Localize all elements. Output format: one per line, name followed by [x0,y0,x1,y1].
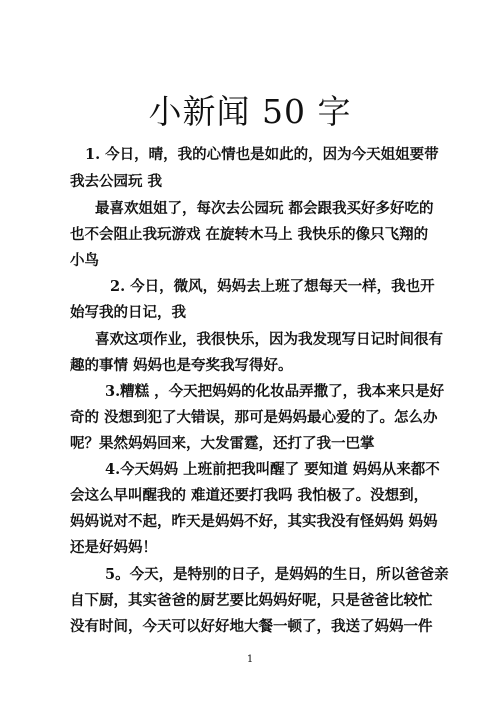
text-line: 1. 今日，晴，我的心情也是如此的，因为今天姐姐要带 [85,146,439,163]
text-line: 趣的事情 妈妈也是夸奖我写得好。 [70,357,293,374]
text-line: 没有时间，今天可以好好地大餐一顿了，我送了妈妈一件 [70,618,433,635]
text-line: 小鸟 [70,252,99,269]
text-line: 3.糟糕 ，今天把妈妈的化妆品弄撒了，我本来只是好 [105,383,445,400]
text-line: 呢？果然妈妈回来，大发雷霆，还打了我一巴掌 [70,435,375,452]
text-line: 妈妈说对不起，昨天是妈妈不好，其实我没有怪妈妈 妈妈 [70,513,438,530]
text-line: 也不会阻止我玩游戏 在旋转木马上 我快乐的像只飞翔的 [70,226,429,243]
text-line: 喜欢这项作业，我很快乐，因为我发现写日记时间很有 [95,331,443,348]
text-line: 5。今天，是特别的日子，是妈妈的生日，所以爸爸亲 [105,566,449,583]
page-number: 1 [246,654,254,665]
document-title: 小新闻 50 字 [148,92,352,131]
text-line: 自下厨，其实爸爸的厨艺要比妈妈好呢，只是爸爸比较忙 [70,592,433,609]
text-line: 奇的 没想到犯了大错误，那可是妈妈最心爱的了。怎么办 [70,409,438,426]
text-line: 4.今天妈妈 上班前把我叫醒了 要知道 妈妈从来都不 [105,461,440,478]
text-line: 始写我的日记，我 [70,304,186,321]
text-line: 最喜欢姐姐了，每次去公园玩 都会跟我买好多好吃的 [95,200,434,217]
text-line: 2. 今日，微风，妈妈去上班了想每天一样，我也开 [110,278,435,295]
text-line: 会这么早叫醒我的 难道还要打我吗 我怕极了。没想到， [70,487,429,504]
text-line: 我去公园玩 我 [70,173,163,190]
text-line: 还是好妈妈！ [70,539,157,556]
